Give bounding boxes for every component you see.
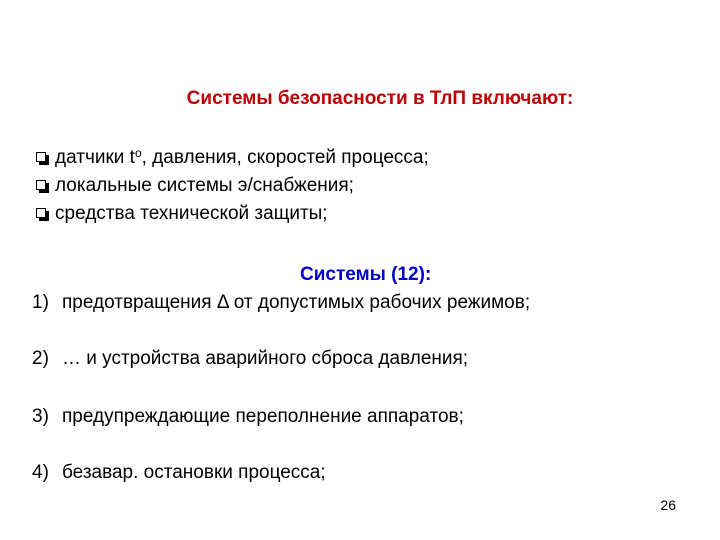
numbered-item: [32, 346, 468, 372]
item-text: … и устройства аварийного сброса давления;: [62, 348, 469, 369]
item-number: 4): [32, 462, 49, 483]
item-number: 1): [32, 292, 49, 313]
checkbox-icon: [36, 180, 49, 193]
page-number: 26: [660, 497, 676, 513]
bullet-item: [36, 172, 429, 200]
bullet-text: средства технической защиты;: [55, 203, 328, 224]
bullet-item: [36, 200, 429, 228]
slide-subtitle: Системы (12):: [300, 264, 432, 285]
item-text: безавар. остановки процесса;: [62, 462, 326, 483]
item-number: 3): [32, 406, 49, 427]
checkbox-icon: [36, 208, 49, 221]
bullet-text: датчики $t^o$, давления, скоростей процесса;: [55, 146, 429, 168]
numbered-item: [32, 290, 530, 316]
bullet-text: локальные системы э/снабжения;: [55, 175, 354, 196]
item-text: предупреждающие переполнение аппаратов;: [62, 406, 464, 427]
slide-title: Системы безопасности в ТлП включают:: [186, 88, 574, 109]
item-number: 2): [32, 348, 49, 369]
item-text: предотвращения Δ от допустимых рабочих режимов;: [62, 292, 531, 313]
numbered-item: [32, 404, 464, 430]
superscript: o: [134, 146, 142, 160]
bullet-list: [36, 144, 429, 228]
bullet-item: [36, 144, 429, 172]
numbered-item: [32, 460, 326, 486]
checkbox-icon: [36, 152, 49, 165]
